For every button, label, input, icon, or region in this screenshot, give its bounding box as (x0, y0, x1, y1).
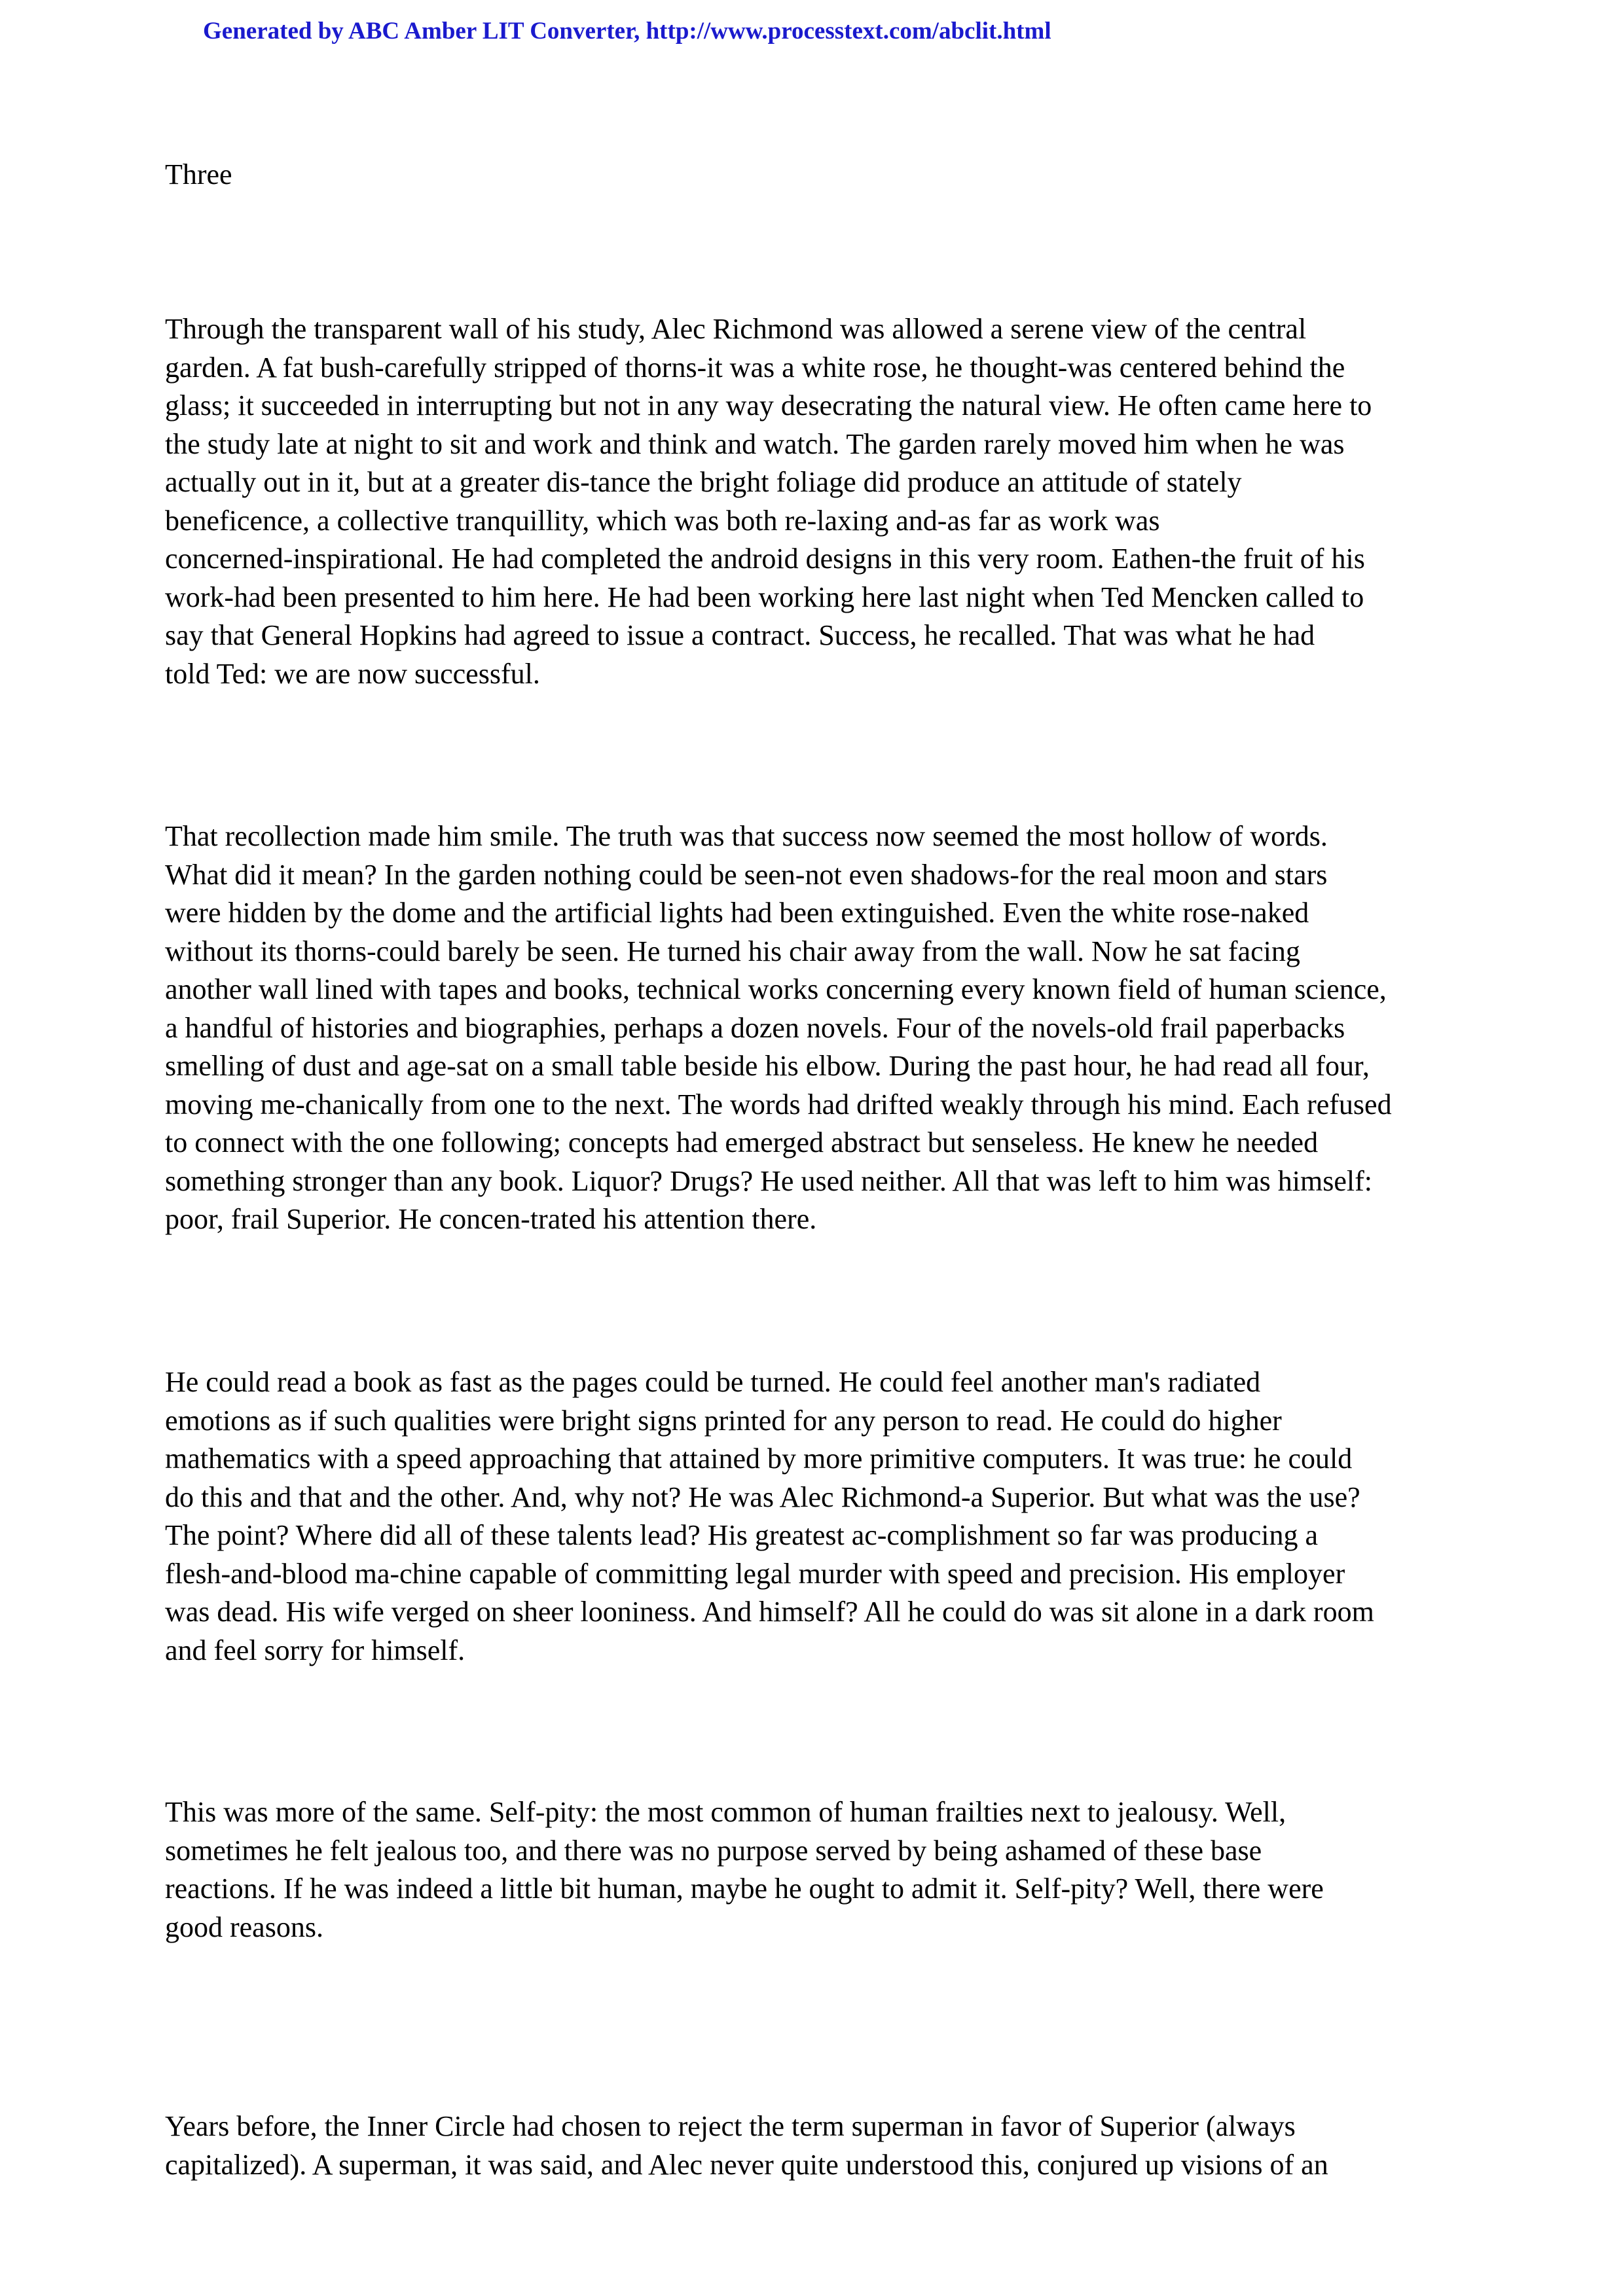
text-line: to connect with the one following; concepts had emerged abstract but senseless. He knew he needed (165, 1126, 1319, 1158)
text-line: That recollection made him smile. The truth was that success now seemed the most hollow of words. (165, 820, 1328, 852)
text-line: concerned-inspirational. He had completed the android designs in this very room. Eathen-the fruit of his (165, 543, 1365, 575)
text-line: good reasons. (165, 1910, 323, 1943)
text-line: glass; it succeeded in interrupting but not in any way desecrating the natural view. He often came here to (165, 389, 1372, 422)
text-line: the study late at night to sit and work and think and watch. The garden rarely moved him when he was (165, 427, 1345, 460)
text-line: Years before, the Inner Circle had chosen to reject the term superman in favor of Superior (always (165, 2110, 1296, 2142)
text-line: moving me-chanically from one to the next. The words had drifted weakly through his mind. Each refused (165, 1088, 1392, 1121)
text-line: reactions. If he was indeed a little bit human, maybe he ought to admit it. Self-pity? Well, there were (165, 1873, 1324, 1905)
text-line: a handful of histories and biographies, perhaps a dozen novels. Four of the novels-old frail paperbacks (165, 1011, 1345, 1044)
paragraph-2 (165, 817, 1474, 1239)
text-line: flesh-and-blood ma-chine capable of committing legal murder with speed and precision. His employer (165, 1557, 1345, 1590)
chapter-title: Three (165, 158, 232, 190)
text-line: This was more of the same. Self-pity: the most common of human frailties next to jealousy. Well, (165, 1796, 1286, 1828)
text-line: was dead. His wife verged on sheer looniness. And himself? All he could do was sit alone in a dark room (165, 1596, 1374, 1628)
text-line: garden. A fat bush-carefully stripped of thorns-it was a white rose, he thought-was centered behind the (165, 351, 1345, 384)
paragraph-5 (165, 2108, 1474, 2184)
text-line: mathematics with a speed approaching that attained by more primitive computers. It was true: he could (165, 1443, 1353, 1475)
text-line: What did it mean? In the garden nothing could be seen-not even shadows-for the real moon and stars (165, 858, 1328, 891)
text-line: emotions as if such qualities were bright signs printed for any person to read. He could do higher (165, 1404, 1282, 1437)
paragraph-4 (165, 1793, 1474, 1946)
text-line: beneficence, a collective tranquillity, which was both re-laxing and-as far as work was (165, 504, 1160, 537)
text-line: He could read a book as fast as the pages could be turned. He could feel another man's radiated (165, 1366, 1261, 1398)
text-line: poor, frail Superior. He concen-trated his attention there. (165, 1203, 817, 1235)
text-line: sometimes he felt jealous too, and there was no purpose served by being ashamed of these base (165, 1834, 1262, 1867)
text-line: capitalized). A superman, it was said, and Alec never quite understood this, conjured up visions of an (165, 2148, 1328, 2181)
text-line: Through the transparent wall of his study, Alec Richmond was allowed a serene view of the central (165, 313, 1307, 345)
text-line: told Ted: we are now successful. (165, 657, 540, 690)
text-line: were hidden by the dome and the artificial lights had been extinguished. Even the white rose-naked (165, 897, 1309, 929)
paragraph-1 (165, 310, 1474, 693)
text-line: without its thorns-could barely be seen. He turned his chair away from the wall. Now he sat facing (165, 935, 1300, 967)
text-line: actually out in it, but at a greater dis-tance the bright foliage did produce an attitude of stately (165, 466, 1242, 498)
text-line: work-had been presented to him here. He had been working here last night when Ted Mencken called to (165, 581, 1364, 613)
text-line: and feel sorry for himself. (165, 1634, 465, 1666)
text-line: smelling of dust and age-sat on a small table beside his elbow. During the past hour, he had read all four, (165, 1050, 1370, 1082)
text-line: another wall lined with tapes and books, technical works concerning every known field of human science, (165, 973, 1387, 1005)
text-line: do this and that and the other. And, why not? He was Alec Richmond-a Superior. But what was the use? (165, 1480, 1360, 1513)
text-line: say that General Hopkins had agreed to issue a contract. Success, he recalled. That was what he had (165, 619, 1315, 651)
paragraph-3 (165, 1363, 1474, 1670)
text-line: The point? Where did all of these talents lead? His greatest ac-complishment so far was producing a (165, 1519, 1319, 1551)
text-line: something stronger than any book. Liquor? Drugs? He used neither. All that was left to him was himself: (165, 1164, 1372, 1197)
converter-header-link[interactable]: Generated by ABC Amber LIT Converter, http://www.processtext.com/abclit.html (203, 18, 1051, 45)
